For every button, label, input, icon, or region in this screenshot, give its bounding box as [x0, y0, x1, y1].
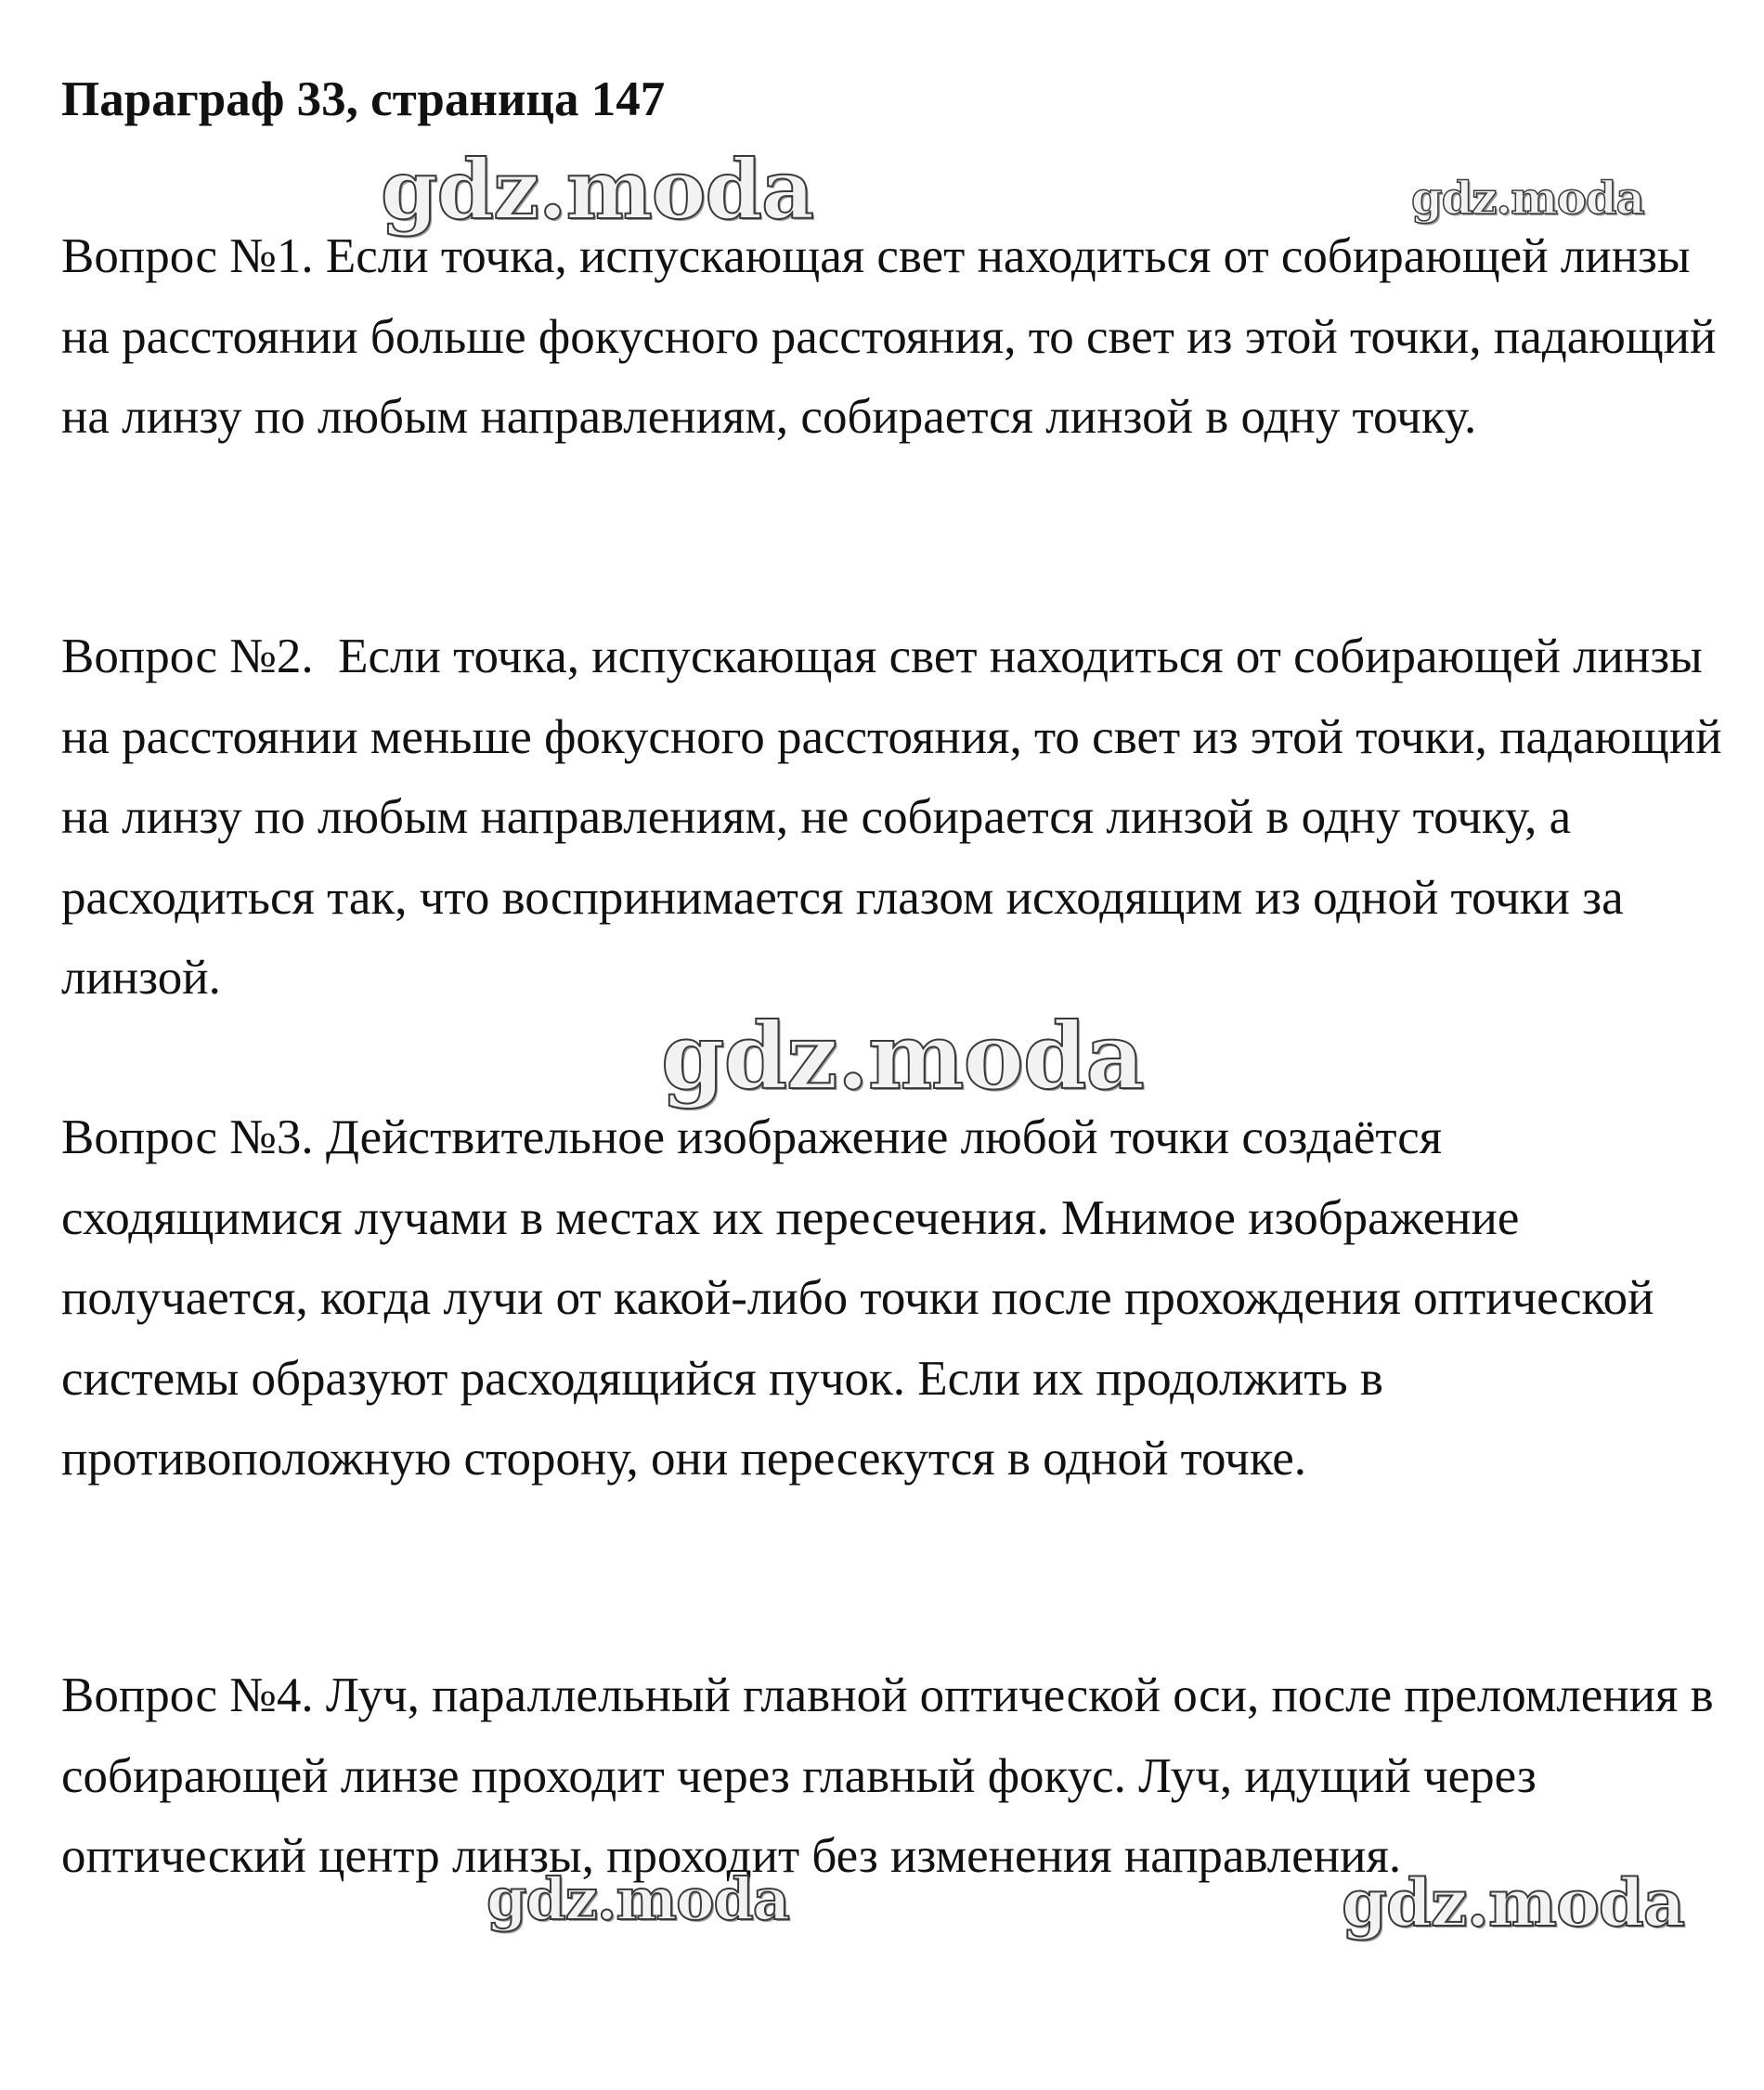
page-heading: Параграф 33, страница 147 [61, 72, 666, 126]
answer-3-text: Действительное изображение любой точки создаётся сходящимися лучами в местах их пересечения. Мнимое изображение получается, когда лучи от какой-либо точки после прохождения оптической системы образуют расходящийся пучок. Если их продолжить в противоположную сторону, они пересекутся в одной точке. [61, 1110, 1654, 1486]
watermark-logo: gdz.moda [381, 141, 814, 238]
watermark-logo: gdz.moda [1411, 173, 1644, 225]
answer-paragraph-4 [61, 1655, 1723, 1897]
answer-3-label: Вопрос №3. [61, 1110, 314, 1164]
watermark-logo: gdz.moda [486, 1865, 789, 1933]
watermark-logo: gdz.moda [661, 1004, 1144, 1110]
watermark-logo: gdz.moda [1342, 1864, 1685, 1941]
answer-4-label: Вопрос №4. [61, 1668, 314, 1722]
answer-2-text: Если точка, испускающая свет находиться от собирающей линзы на расстоянии меньше фокусного расстояния, то свет из этой точки, падающий на линзу по любым направлениям, не собирается линзой в одну точку, а расходиться так, что воспринимается глазом исходящим из одной точки за линзой. [61, 630, 1722, 1005]
answer-4-text: Луч, параллельный главной оптической оси, после преломления в собирающей линзе проходит через главный фокус. Луч, идущий через оптический центр линзы, проходит без изменения направления. [61, 1668, 1714, 1883]
answer-paragraph-1 [61, 216, 1723, 458]
answer-paragraph-3 [61, 1097, 1723, 1499]
answer-paragraph-2 [61, 617, 1723, 1019]
answer-1-text: Если точка, испускающая свет находиться от собирающей линзы на расстоянии больше фокусного расстояния, то свет из этой точки, падающий на линзу по любым направлениям, собирается линзой в одну точку. [61, 229, 1717, 444]
answer-1-label: Вопрос №1. [61, 229, 314, 283]
answer-2-label: Вопрос №2. [61, 630, 314, 683]
